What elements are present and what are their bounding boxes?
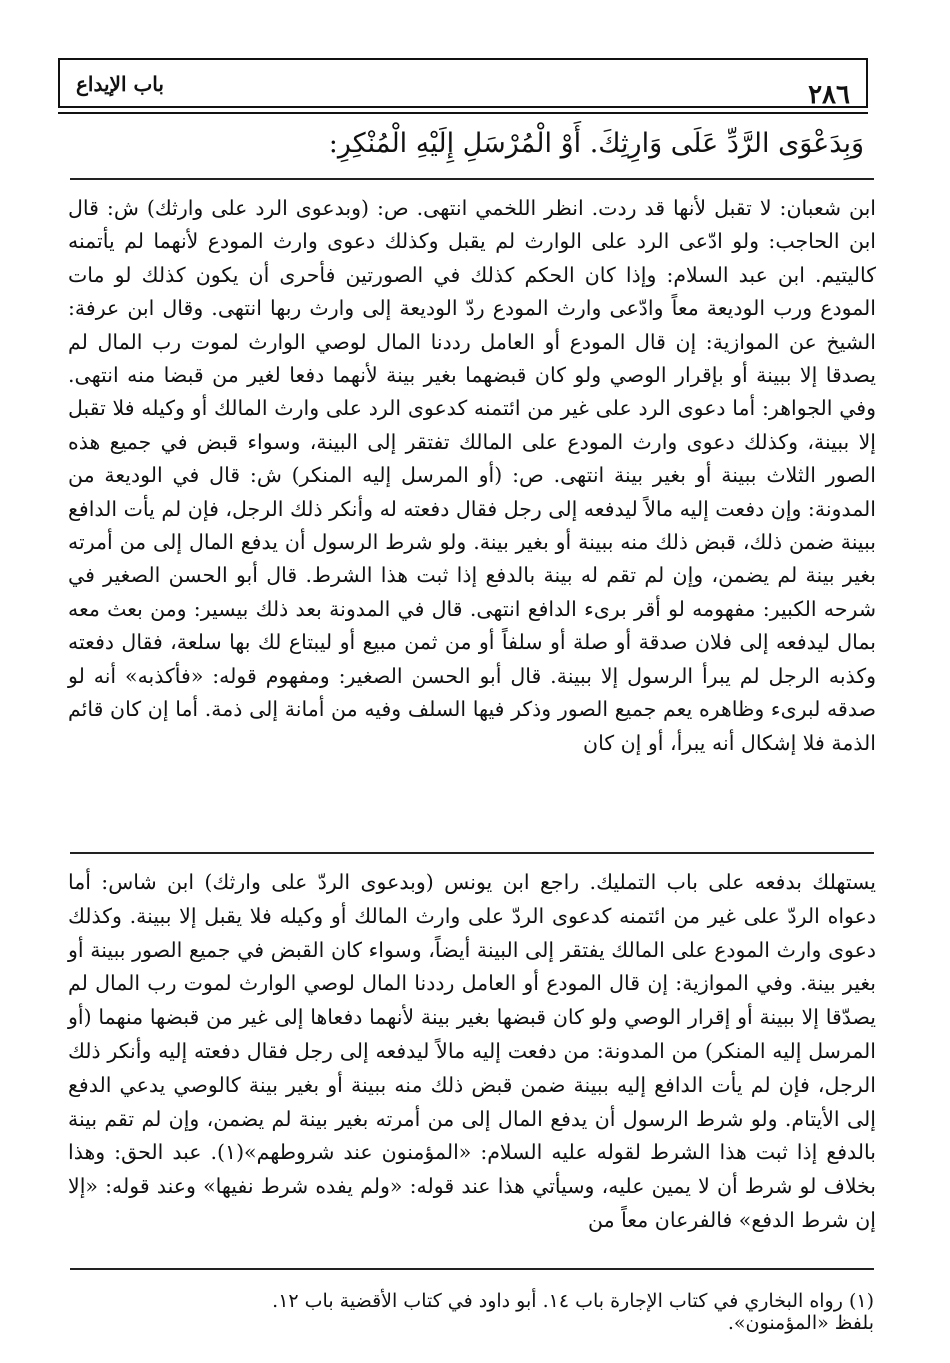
commentary-paragraph: ابن شعبان: لا تقبل لأنها قد ردت. انظر اللخمي انتهى. ص: (وبدعوى الرد على وارثك) ش: قال ابن الحاجب: ولو ادّعى الرد على الوارث لم يقبل وكذلك دعوى وارث المودع لأنهما لم يأتمنه كاليتيم. ابن عبد السلام: وإذا كان الحكم كذلك في الصورتين فأحرى أن يكون كذلك لو مات المودع ورب الوديعة معاً وادّعى وارث المودع ردّ الوديعة إلى وارث ربها انتهى. وقال ابن عرفة: الشيخ عن الموازية: إن قال المودع أو العامل رددنا المال لوصي الوارث لموت رب المال لم يصدقا إلا ببينة أو بإقرار الوصي ولو كان قبضهما بغير بينة لأنهما دفعا لغير من قبضا منه انتهى. وفي الجواهر: أما دعوى الرد على غير من ائتمنه كدعوى الرد على وارث المالك أو وكيله فلا تقبل إلا ببينة، وكذلك دعوى وارث المودع على المالك تفتقر إلى البينة، وسواء قبض في جميع هذه الصور الثلاث ببينة أو بغير بينة انتهى. ص: (أو المرسل إليه المنكر) ش: قال في الوديعة من المدونة: وإن دفعت إليه مالاً ليدفعه إلى رجل فقال دفعته له وأنكر ذلك الرجل، فإن لم يأت الدافع ببينة ضمن ذلك، قبض ذلك منه ببينة أو بغير بينة. ولو شرط الرسول أن يدفع المال إلى من أمرته بغير بينة لم يضمن، وإن لم تقم له بينة بالدفع إذا ثبت هذا الشرط. قال أبو الحسن الصغير في شرحه الكبير: مفهومه لو أقر برىء الدافع انتهى. قال في المدونة بعد ذلك بيسير: ومن بعث معه بمال ليدفعه إلى فلان صدقة أو صلة أو سلفاً أو من ثمن مبيع أو ليبتاع لك بها سلعة، فقال دفعته وكذبه الرجل لم يبرأ الرسول إلا ببينة. قال أبو الحسن الصغير: ومفهوم قوله: «فأكذبه» أنه لو صدقه لبرىء وظاهره يعم جميع الصور وذكر فيها السلف وفيه من أمانة إلى ذمة. أما إن كان قائم الذمة فلا إشكال أنه يبرأ، أو إن كان [67, 196, 876, 755]
matn-line: وَبِدَعْوَى الرَّدِّ عَلَى وَارِثِكَ. أَوْ الْمُرْسَلِ إِلَيْهِ الْمُنْكِرِ: [328, 128, 864, 159]
notes-paragraph: يستهلك بدفعه على باب التمليك. راجع ابن يونس (وبدعوى الردّ على وارثك) ابن شاس: أما دعواه الردّ على غير من ائتمنه كدعوى الردّ على وارث المالك أو وكيله فلا يقبل إلا ببينة. وكذلك دعوى وارث المودع على المالك يفتقر إلى البينة أيضاً، وسواء كان القبض في جميع الصور ببينة أو بغير بينة. وفي الموازية: إن قال المودع أو العامل رددنا المال لوصي الوارث لموت رب المال لم يصدّقا إلا ببينة أو إقرار الوصي ولو كان قبضها بغير بينة لأنهما دفعاها إلى غير من قبضها منهما (أو المرسل إليه المنكر) من المدونة: من دفعت إليه مالاً ليدفعه إلى رجل فقال دفعته إليه وأنكر ذلك الرجل، فإن لم يأت الدافع إليه ببينة ضمن قبض ذلك منه ببينة أو بغير بينة كالوصي يدعي الدفع إلى الأيتام. ولو شرط الرسول أن يدفع المال إلى من أمرته بغير بينة لم يضمن، وإن لم تقم بينة بالدفع إذا ثبت هذا الشرط لقوله عليه السلام: «المؤمنون عند شروطهم»(١). عبد الحق: وهذا بخلاف لو شرط أن لا يمين عليه، وسيأتي هذا عند قوله: «ولم يفده شرط نفيها» وعند قوله: «إلا إن شرط الدفع» فالفرعان معاً من [68, 870, 876, 1232]
page-header-frame [58, 58, 868, 108]
page-number: ٢٨٦ [808, 80, 850, 110]
commentary-body [68, 192, 876, 760]
marginal-notes-body [68, 866, 876, 1238]
footnote: (١) رواه البخاري في كتاب الإجارة باب ١٤. أبو داود في كتاب الأقضية باب ١٢. بلفظ «المؤمنون». [272, 1290, 874, 1334]
running-title: باب الإيداع [76, 72, 164, 96]
notes-divider [70, 852, 874, 854]
commentary-divider [70, 178, 874, 180]
header-divider [58, 112, 868, 114]
footnote-divider [70, 1268, 874, 1270]
